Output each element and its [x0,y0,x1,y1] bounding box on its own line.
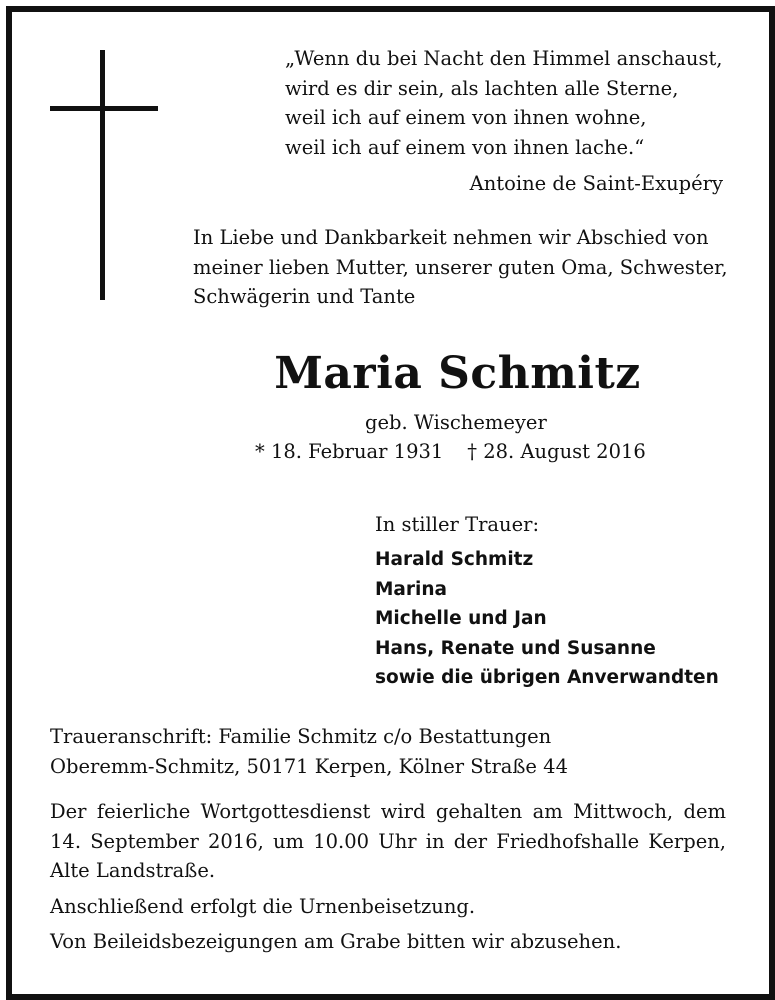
intro-line: Schwägerin und Tante [193,285,416,308]
birth-name: geb. Wischemeyer [365,411,547,434]
quote-line: weil ich auf einem von ihnen lache.“ [285,135,645,159]
mourner-name: sowie die übrigen Anverwandten [375,667,719,688]
mourner-name: Michelle und Jan [375,608,547,629]
birth-date: * 18. Februar 1931 [255,440,444,463]
mourners-list [375,545,719,693]
mourner-name: Harald Schmitz [375,549,534,570]
cross-icon-horizontal [50,106,158,111]
address-line: Traueranschrift: Familie Schmitz c/o Bestattungen [50,725,552,748]
condolence-notice: Von Beileidsbezeigungen am Grabe bitten wir abzusehen. [50,930,622,953]
intro-line: In Liebe und Dankbarkeit nehmen wir Abschied von [193,226,709,249]
quote-line: wird es dir sein, als lachten alle Sterne, [285,76,679,100]
intro-text [193,223,728,312]
quote-author: Antoine de Saint-Exupéry [469,172,723,195]
service-line: Alte Landstraße. [50,859,216,882]
service-line: Der feierliche Wortgottesdienst wird gehalten am Mittwoch, dem [50,800,726,823]
mourner-name: Marina [375,578,448,600]
death-date: † 28. August 2016 [467,440,646,463]
service-line: 14. September 2016, um 10.00 Uhr in der Friedhofshalle Kerpen, [50,829,726,853]
mourner-name: Hans, Renate und Susanne [375,637,656,659]
deceased-name: Maria Schmitz [274,348,641,399]
cross-icon-vertical [100,50,105,300]
intro-line: meiner lieben Mutter, unserer guten Oma, Schwester, [193,255,728,279]
address-line: Oberemm-Schmitz, 50171 Kerpen, Kölner Straße 44 [50,754,568,778]
life-dates [255,438,646,466]
mourning-label: In stiller Trauer: [375,513,540,536]
burial-notice: Anschließend erfolgt die Urnenbeisetzung. [50,895,476,918]
quote-line: „Wenn du bei Nacht den Himmel anschaust, [285,47,723,70]
service-notice [50,797,726,886]
mourning-address [50,722,568,781]
quote-line: weil ich auf einem von ihnen wohne, [285,106,647,129]
quote [285,44,723,162]
